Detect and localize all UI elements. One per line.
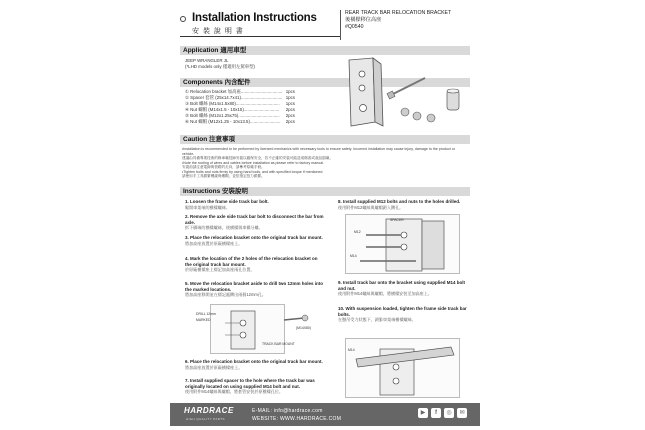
instagram-icon[interactable]: ◎ <box>444 408 454 418</box>
step-10-figure <box>345 338 460 398</box>
contact-website[interactable]: WEBSITE: WWW.HARDRACE.COM <box>252 416 342 422</box>
components-illustration <box>335 54 470 136</box>
step-2: 2. Remove the axle side track bar bolt to disconnect the bar from axle. 拆下橋端的橫樑螺絲，使橫樑與車橋分離。 <box>185 214 324 231</box>
product-name: REAR TRACK BAR RELOCATION BRACKET <box>345 10 452 16</box>
step-3: 3. Place the relocation bracket onto the original track bar mount. 將加高座放置於原廠橫樑座上。 <box>185 235 323 246</box>
wechat-icon[interactable]: ✉ <box>457 408 467 418</box>
relocation-bracket-part <box>349 58 383 126</box>
spacer-part <box>447 89 459 110</box>
component-item: ② Spacer 套管 (25x14.7x41).................................. 1pcs <box>185 95 295 100</box>
part-number: #Q0540 <box>345 24 364 30</box>
component-item: ③ Bolt 螺絲 (M14x1.5x80).................................... 1pcs <box>185 101 295 106</box>
bolt-detail-figure <box>282 312 310 326</box>
caution-text: •Installation is recommended to be performed by licensed mechanics with necessary tools to ensure safety. Incorrect installation may cause injury, damage to the product or vehicle. 建議由具備專業技術的修車廠技師安裝以確保安全，若不正確的安裝可能造成傷害或產品損壞。 •Note the routing of wires and cables before installation as please refer to factory manual. 安裝前請注意電線與管路的走向，請參考原廠手冊。 •Tighten bolts and nuts firmly by using hand tools, and with specified torque if mentioned. 請使用手工具鎖緊螺絲與螺帽，並依指定扭力鎖緊。 <box>182 147 455 178</box>
application-line: JEEP WRANGLER JL <box>185 58 229 63</box>
step-6: 6. Place the relocation bracket onto the original track bar mount. 將加高座放置於原廠橫樑座上。 <box>185 359 323 370</box>
component-item: ④ Nut 螺帽 (M14x1.5 - 10x15)............................. 2pcs <box>185 107 295 112</box>
m14-label-2: M14 <box>348 348 355 352</box>
step-8: 8. Install supplied M12 bolts and nuts to the holes drilled. 使用附件M12螺絲與螺帽鎖入鑽孔。 <box>338 199 461 210</box>
spacer-label: SPACER <box>390 218 404 222</box>
components-heading: Components 內含配件 <box>180 78 470 87</box>
component-item: ⑤ Bolt 螺絲 (M12x1.25x75).................................. 2pcs <box>185 113 295 118</box>
header-divider <box>180 36 340 37</box>
step-1: 1. Loosen the frame side track bar bolt. 鬆開車架端的橫樑螺絲。 <box>185 199 269 210</box>
application-heading: Application 適用車型 <box>180 46 470 55</box>
step-7: 7. Install supplied spacer to the hole where the track bar was originally located on using supplied M14 bolt and nut. 使用附件M14螺絲與螺帽，將套管安裝於原橫樑孔位。 <box>185 378 315 395</box>
bullet-icon <box>180 16 186 22</box>
instructions-heading: Instructions 安裝說明 <box>180 187 470 196</box>
step-5: 5. Move the relocation bracket aside to drill two 12mm holes into the marked locations. 將加高座移開並在標記處鑽出兩個12mm孔。 <box>185 281 324 298</box>
page-subtitle: 安 裝 說 明 書 <box>192 28 244 35</box>
step-4: 4. Mark the location of the 2 holes of the relocation bracket on the original track bar mount. 於原廠橫樑座上標記加高座兩孔位置。 <box>185 256 318 273</box>
m14-label: M14 <box>350 254 357 258</box>
step-10: 10. With suspension loaded, tighten the frame side track bar bolts. 在懸吊受力狀態下，鎖緊車架端橫樑螺絲。 <box>338 306 467 323</box>
m12-label: M12 <box>354 230 361 234</box>
marked-label: MARKED <box>196 318 211 322</box>
page-title: Installation Instructions <box>192 12 317 24</box>
product-info <box>340 10 480 40</box>
footer <box>170 403 480 426</box>
brand-logo: HARDRACE <box>184 406 234 415</box>
instruction-sheet <box>170 6 480 426</box>
drill-label: DRILL 12mm <box>196 312 216 316</box>
track-bar-mount-label: TRACK BAR MOUNT <box>262 342 295 346</box>
m14x80-label: (M14X80) <box>296 326 311 330</box>
brand-tagline: HIGH QUALITY PARTS <box>186 417 225 421</box>
application-line: (*LHD models only 僅適用左駕車型) <box>185 64 256 69</box>
contact-email[interactable]: E-MAIL: info@hardrace.com <box>252 408 323 414</box>
facebook-icon[interactable]: f <box>431 408 441 418</box>
nut-part <box>401 108 435 122</box>
youtube-icon[interactable]: ▶ <box>418 408 428 418</box>
component-item: ⑥ Nut 螺帽 (M12x1.25 - 10x13.5)......................... 2pcs <box>185 119 295 124</box>
product-name-zh: 後橫樑移位高座 <box>345 17 382 23</box>
step-9: 9. Install track bar onto the bracket using supplied M14 bolt and nut. 使用附件M14螺絲與螺帽，將橫樑安裝至加高座上。 <box>338 280 466 297</box>
component-item: ① Relocation bracket 加高座.................................. 1pcs <box>185 89 295 94</box>
caution-heading: Caution 注意事項 <box>180 135 470 144</box>
bolt-part <box>387 78 425 99</box>
